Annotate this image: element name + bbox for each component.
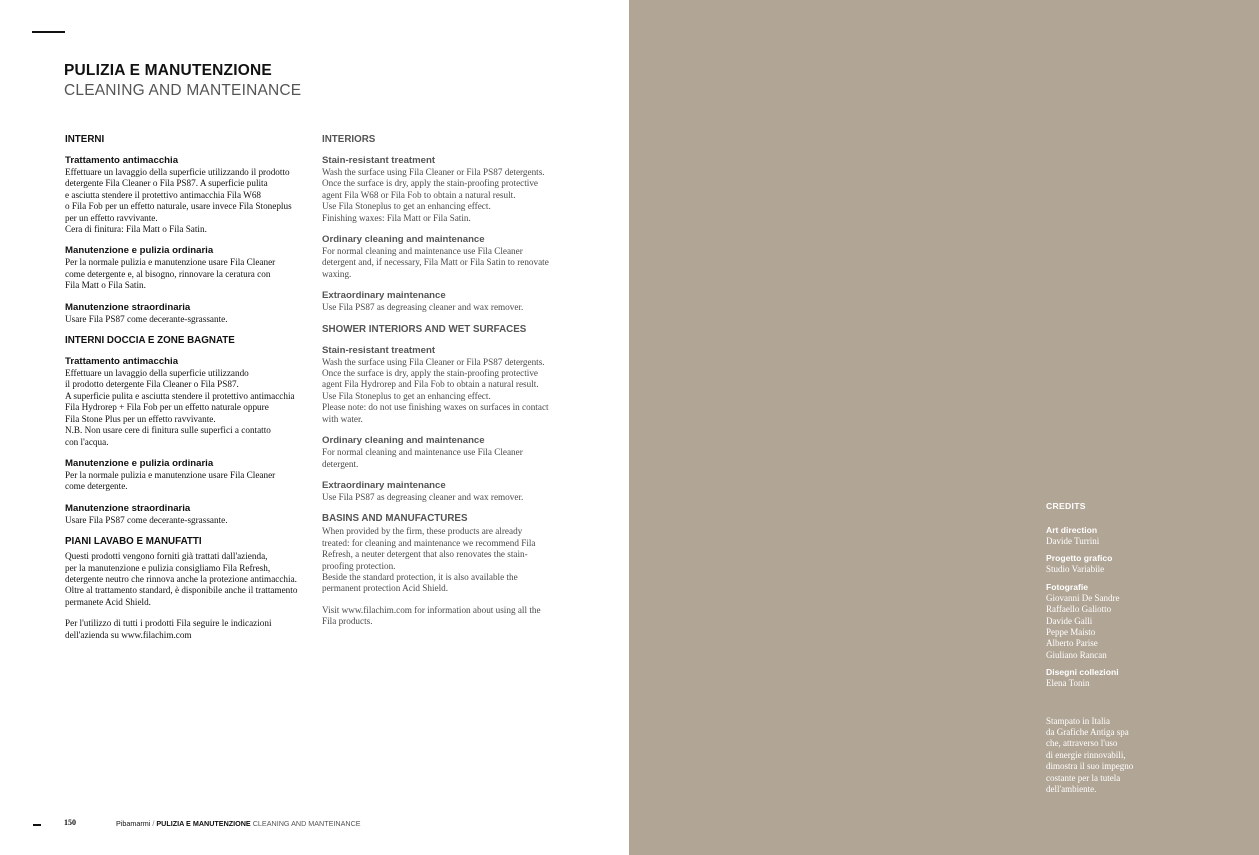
paragraph: For normal cleaning and maintenance use Fila Cleaner detergent.: [322, 447, 523, 469]
left-page: [0, 0, 629, 855]
subheading: Extraordinary maintenance: [322, 290, 446, 302]
paragraph: Effettuare un lavaggio della superficie utilizzando il prodotto detergente Fila Cleaner o Fila PS87. A superficie pulita e asciutta stendere il protettivo antimacchia Fila Hydrorep + Fila Fob per un effetto naturale oppure Fila Stone Plus per un effetto ravvivante. N.B. Non usare cere di finitura sulle superfici a contatto con l'acqua.: [65, 368, 295, 447]
paragraph: Use Fila PS87 as degreasing cleaner and wax remover.: [322, 491, 524, 502]
page-title-it: PULIZIA E MANUTENZIONE: [64, 62, 272, 79]
page-title-block: [64, 62, 301, 100]
subheading: Manutenzione straordinaria: [65, 502, 191, 514]
subheading: Trattamento antimacchia: [65, 356, 179, 368]
credits-title: CREDITS: [1046, 501, 1086, 511]
section-heading-basins: BASINS AND MANUFACTURES: [322, 513, 468, 525]
section-heading-piani: PIANI LAVABO E MANUFATTI: [65, 536, 202, 548]
page-footer: [0, 818, 629, 830]
paragraph: Effettuare un lavaggio della superficie utilizzando il prodotto detergente Fila Cleaner o Fila PS87. A superficie pulita e asciutta stendere il protettivo antimacchia Fila W68 o Fila Fob per un effetto naturale, usare invece Fila Stoneplus per un effetto ravvivante. Cera di finitura: Fila Matt o Fila Satin.: [65, 167, 292, 235]
paragraph: When provided by the firm, these products are already treated: for cleaning and maintenance we recommend Fila Refresh, a neuter detergent that also renovates the stain- proofing protection. Beside the standard protection, it is also available the permanent protection Acid Shield.: [322, 526, 536, 594]
text-block: [322, 290, 562, 313]
text-block: [65, 503, 315, 526]
credit-role: Progetto grafico: [1046, 553, 1113, 564]
text-block: [65, 245, 315, 291]
credit-role: Fotografie: [1046, 581, 1089, 592]
text-block: [322, 513, 562, 594]
text-block: [322, 155, 562, 224]
paragraph: Usare Fila PS87 come decerante-sgrassante.: [65, 514, 228, 525]
credit-group: [1046, 553, 1226, 575]
printed-note: Stampato in Italia da Grafiche Antiga spa che, attraverso l'uso di energie rinnovabili, dimostra il suo impegno costante per la tutela dell'ambiente.: [1046, 715, 1134, 795]
page-number: 150: [64, 818, 76, 827]
credit-name: Elena Tonin: [1046, 678, 1090, 689]
credit-name: Studio Variabile: [1046, 564, 1105, 575]
text-block: [322, 345, 562, 425]
section-heading-shower: SHOWER INTERIORS AND WET SURFACES: [322, 323, 527, 335]
breadcrumb-section-en: CLEANING AND MANTEINANCE: [252, 819, 361, 828]
paragraph: For normal cleaning and maintenance use Fila Cleaner detergent and, if necessary, Fila Matt or Fila Satin to renovate waxing.: [322, 246, 549, 279]
credit-name: Giuliano Rancan: [1046, 649, 1107, 660]
english-column: [322, 134, 562, 628]
credit-name: Davide Galli: [1046, 615, 1093, 626]
text-block: [322, 480, 562, 503]
credit-name: Alberto Parise: [1046, 638, 1098, 649]
breadcrumb-brand: Pibamarmi: [116, 819, 151, 828]
text-block: [65, 155, 315, 235]
text-block: [65, 356, 315, 448]
breadcrumb-section-it: PULIZIA E MANUTENZIONE: [156, 819, 251, 828]
paragraph: Per la normale pulizia e manutenzione usare Fila Cleaner come detergente.: [65, 469, 276, 492]
text-block: [65, 302, 315, 325]
subheading: Manutenzione straordinaria: [65, 301, 191, 313]
page-title-en: CLEANING AND MANTEINANCE: [64, 82, 302, 99]
credit-name: Peppe Maisto: [1046, 627, 1096, 638]
subheading: Stain-resistant treatment: [322, 344, 436, 356]
paragraph: Per la normale pulizia e manutenzione usare Fila Cleaner come detergente e, al bisogno, rinnovare la ceratura con Fila Matt o Fila Satin.: [65, 257, 276, 291]
breadcrumb-separator: /: [152, 819, 155, 828]
top-rule: [32, 31, 65, 33]
section-heading-interiors: INTERIORS: [322, 134, 376, 145]
credit-group: [1046, 525, 1226, 547]
credits-panel: [1046, 501, 1226, 796]
credit-name: Giovanni De Sandre: [1046, 592, 1120, 603]
credit-group: [1046, 582, 1226, 661]
section-heading-doccia: INTERNI DOCCIA E ZONE BAGNATE: [65, 335, 235, 347]
footer-dash: [33, 824, 41, 826]
text-block: [65, 536, 315, 608]
credit-role: Disegni collezioni: [1046, 667, 1119, 678]
credit-name: Davide Turrini: [1046, 536, 1100, 546]
breadcrumb: [116, 819, 361, 828]
text-block: [322, 234, 562, 280]
subheading: Extraordinary maintenance: [322, 479, 446, 491]
fila-note-it: Per l'utilizzo di tutti i prodotti Fila seguire le indicazioni dell'azienda su www.filachim.com: [65, 618, 272, 640]
subheading: Ordinary cleaning and maintenance: [322, 435, 485, 447]
section-heading-interni: INTERNI: [65, 134, 105, 145]
paragraph: Wash the surface using Fila Cleaner or Fila PS87 detergents. Once the surface is dry, apply the stain-proofing protective agent Fila W68 or Fila Fob to obtain a natural result. Use Fila Stoneplus to get an enhancing effect. Finishing waxes: Fila Matt or Fila Satin.: [322, 167, 545, 223]
credit-role: Art direction: [1046, 525, 1098, 535]
text-block: [322, 435, 562, 470]
subheading: Manutenzione e pulizia ordinaria: [65, 245, 214, 257]
subheading: Ordinary cleaning and maintenance: [322, 234, 485, 246]
credit-name: Raffaello Galiotto: [1046, 604, 1112, 615]
subheading: Trattamento antimacchia: [65, 155, 179, 166]
credit-group: [1046, 667, 1226, 689]
fila-note-en: Visit www.filachim.com for information about using all the Fila products.: [322, 604, 541, 627]
subheading: Stain-resistant treatment: [322, 155, 436, 166]
paragraph: Usare Fila PS87 come decerante-sgrassante.: [65, 313, 228, 324]
italian-column: [65, 134, 315, 641]
subheading: Manutenzione e pulizia ordinaria: [65, 457, 214, 469]
paragraph: Wash the surface using Fila Cleaner or Fila PS87 detergents. Once the surface is dry, apply the stain-proofing protective agent Fila Hydrorep and Fila Fob to obtain a natural result. Use Fila Stoneplus to get an enhancing effect. Please note: do not use finishing waxes on surfaces in contact with water.: [322, 356, 549, 424]
paragraph: Questi prodotti vengono forniti già trattati dall'azienda, per la manutenzione e pulizia consigliamo Fila Refresh, detergente neutro che rinnova anche la protezione antimacchia. Oltre al trattamento standard, è disponibile anche il trattamento permanete Acid Shield.: [65, 551, 298, 607]
paragraph: Use Fila PS87 as degreasing cleaner and wax remover.: [322, 302, 524, 313]
text-block: [65, 458, 315, 493]
